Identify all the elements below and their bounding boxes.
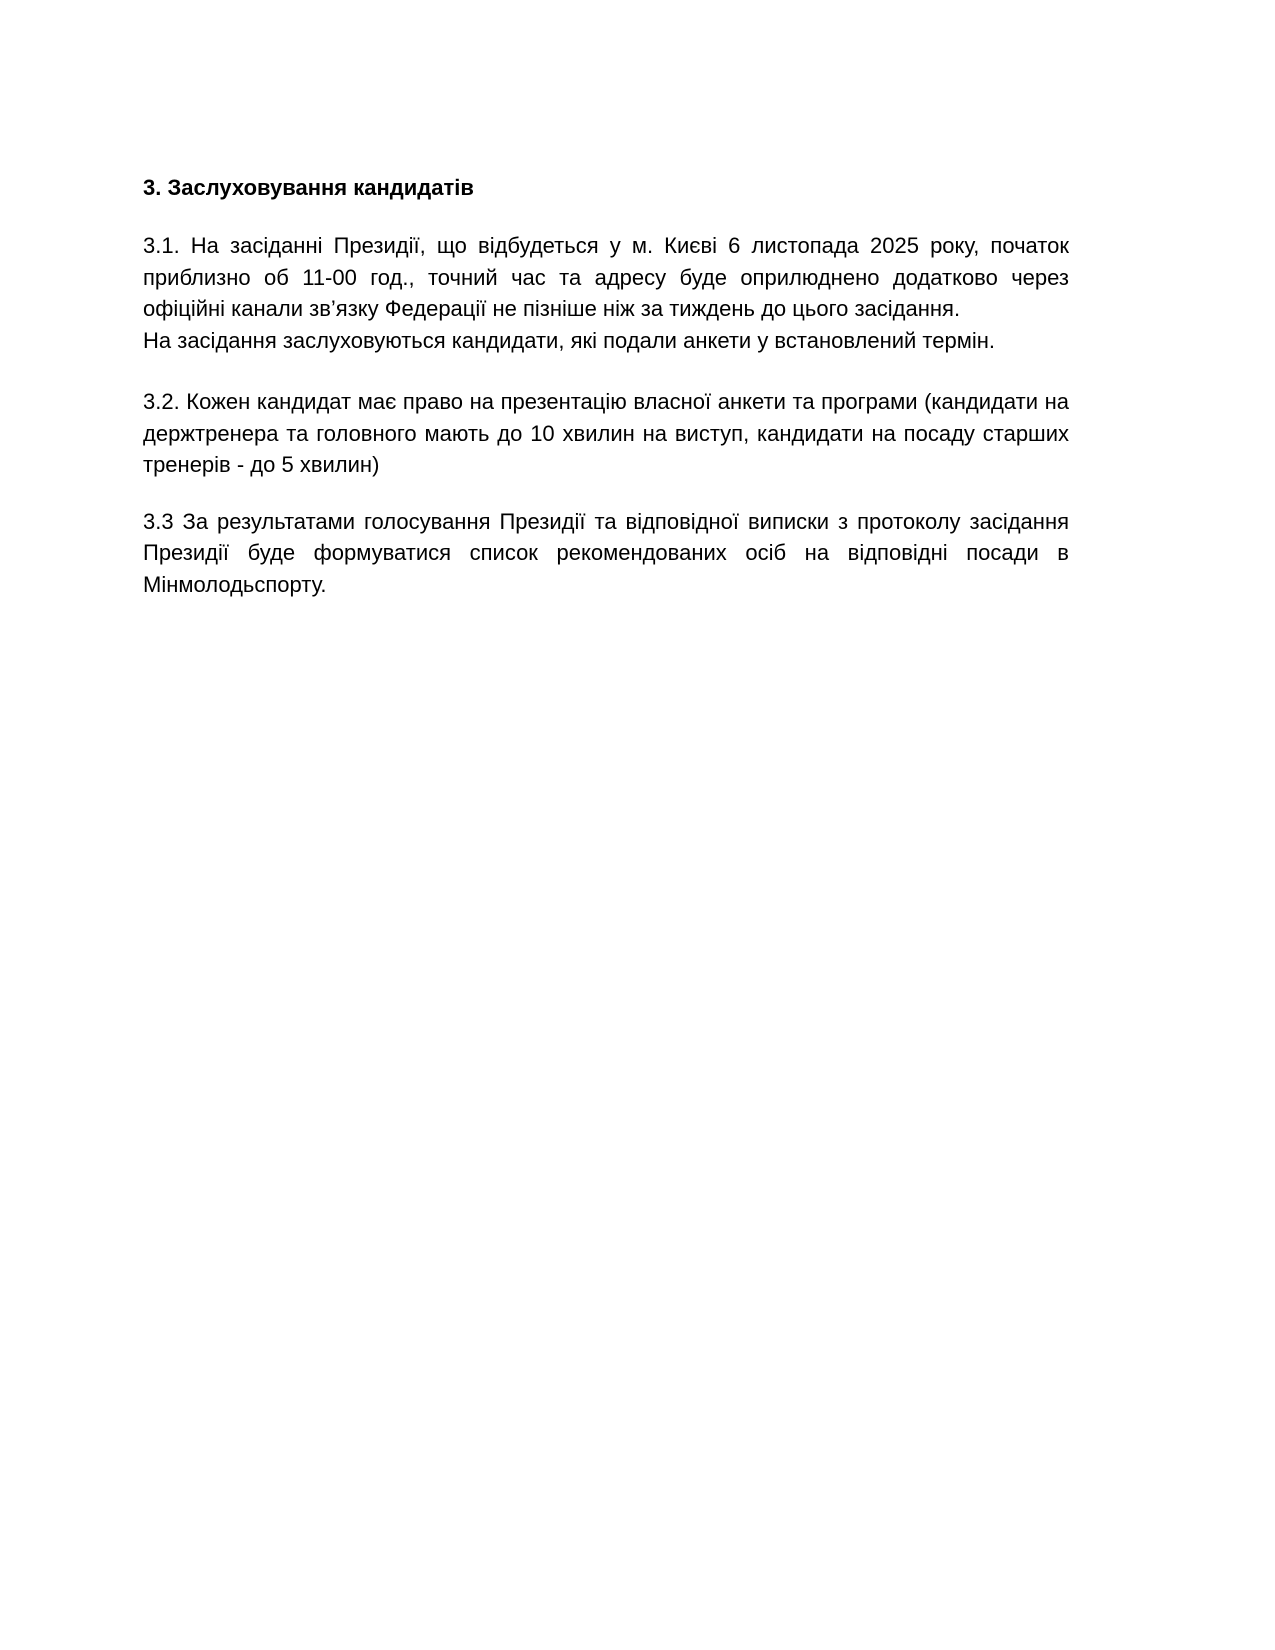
spacer bbox=[143, 481, 1069, 506]
paragraph-3-2: 3.2. Кожен кандидат має право на презентацію власної анкети та програми (кандидати на держтренера та головного мають до 10 хвилин на виступ, кандидати на посаду старших тренерів - до 5 хвилин) bbox=[143, 389, 1069, 477]
paragraph-3-1-note: На засідання заслуховуються кандидати, які подали анкети у встановлений термін. bbox=[143, 327, 995, 353]
document-page bbox=[143, 172, 1069, 600]
spacer bbox=[143, 356, 1069, 386]
paragraph-3-3: 3.3 За результатами голосування Президії та відповідної виписки з протоколу засідання Президії буде формуватися список рекомендованих осіб на відповідні посади в Мінмолодьспорту. bbox=[143, 508, 1069, 597]
paragraph-3-1: 3.1. На засіданні Президії, що відбудеться у м. Києві 6 листопада 2025 року, початок приблизно об 11-00 год., точний час та адресу буде оприлюднено додатково через офіційні канали зв’язку Федерації не пізніше ніж за тиждень до цього засідання. bbox=[143, 233, 1069, 321]
section-heading: 3. Заслуховування кандидатів bbox=[143, 175, 474, 200]
